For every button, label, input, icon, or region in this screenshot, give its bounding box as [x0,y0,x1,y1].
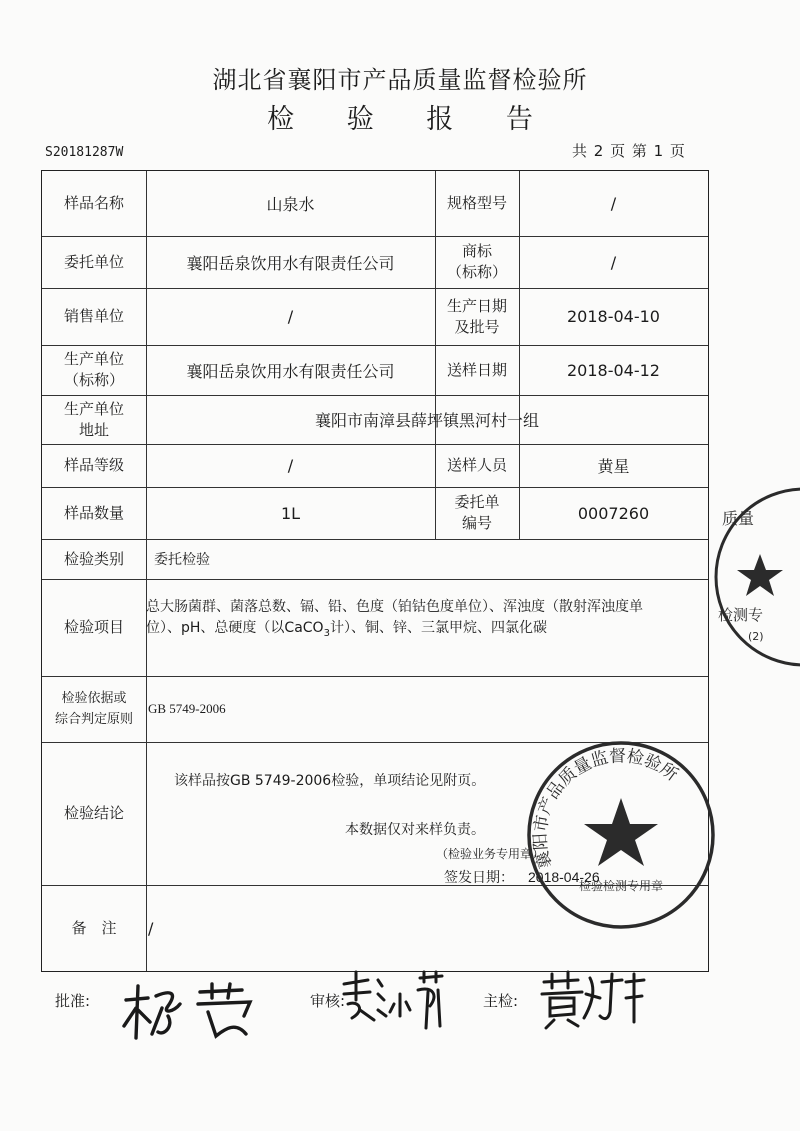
trademark-value: / [610,252,617,272]
conclusion-text: 该样品按GB 5749-2006检验，单项结论见附页。 [174,773,486,789]
report-title: 检 验 报 告 [267,104,555,135]
spec-label: 规格型号 [446,194,507,212]
producer-address-value: 襄阳市南漳县薛坪镇黑河村一组 [314,411,539,430]
production-date-value: 2018-04-10 [567,307,660,326]
items-subscript: 3 [323,627,330,639]
category-label: 检验类别 [63,549,124,568]
client-value: 襄阳岳泉饮用水有限责任公司 [186,253,395,273]
seal-sub-text: 检验检测专用章 [578,879,664,893]
basis-value: GB 5749-2006 [148,701,226,716]
report-number: S20181287W [45,145,124,160]
category-value: 委托检验 [154,552,210,568]
items-label: 检验项目 [63,618,124,636]
chief-signature [538,968,648,1030]
quantity-label: 样品数量 [63,503,124,522]
order-number-label [435,487,519,539]
sender-value: 黄星 [597,457,630,476]
inspection-seal-stamp [522,736,720,934]
production-date-label [435,288,519,345]
seller-value: / [287,307,294,326]
organization-title: 湖北省襄阳市产品质量监督检验所 [212,66,588,94]
grade-value: / [287,456,294,475]
producer-label-line1: 生产单位 [63,350,124,368]
trademark-label-line2: （标称） [446,263,507,281]
items-value [146,597,701,644]
producer-address-label [42,395,146,444]
order-number-label-line2: 编号 [461,514,492,532]
sample-name-label: 样品名称 [63,194,124,212]
page-edge-seal-stamp [708,484,800,670]
order-number-value: 0007260 [577,503,650,523]
side-seal-text-3: (2) [748,630,764,643]
producer-label [42,345,146,395]
quantity-value: 1L [280,503,301,523]
approve-label: 批准: [55,992,91,1010]
reviewer-signature [338,970,448,1032]
side-seal-text-1: 质量 [722,509,755,528]
producer-address-label-line1: 生产单位 [63,399,124,418]
order-number-label-line1: 委托单 [454,493,500,511]
side-seal-text-2: 检测专 [718,606,764,624]
producer-label-line2: （标称） [63,371,124,389]
items-line2 [146,618,701,644]
page-count: 共 2 页 第 1 页 [572,142,685,160]
items-line1: 总大肠菌群、菌落总数、镉、铅、色度（铂钴色度单位）、浑浊度（散射浑浊度单 [146,599,643,615]
conclusion-disclaimer: 本数据仅对来样负责。 [345,822,485,838]
delivery-date-value: 2018-04-12 [567,360,660,380]
production-date-label-line1: 生产日期 [446,296,507,315]
basis-label-line1: 检验依据或 [61,691,127,706]
producer-value: 襄阳岳泉饮用水有限责任公司 [186,361,395,381]
conclusion-label: 检验结论 [63,804,124,822]
basis-label [42,676,146,742]
sample-name-value: 山泉水 [266,195,315,214]
items-line2-b: 计）、铜、锌、三氯甲烷、四氯化碳 [329,620,547,636]
approver-signature [118,982,268,1044]
conclusion-seal-note: （检验业务专用章） [436,847,545,861]
items-line2-a: 位）、pH、总硬度（以CaCO [146,620,324,636]
review-label: 审核: [310,992,346,1010]
sender-label: 送样人员 [446,456,507,474]
client-label: 委托单位 [63,252,124,271]
trademark-label-line1: 商标 [461,242,492,260]
grade-label: 样品等级 [63,456,124,474]
remarks-value: / [148,918,154,938]
chief-label: 主检: [483,992,519,1010]
spec-value: / [610,194,617,213]
basis-label-line2: 综合判定原则 [54,712,133,727]
producer-address-label-line2: 地址 [78,420,109,439]
trademark-label [435,236,519,288]
sign-date-label: 签发日期： [444,870,514,886]
seller-label: 销售单位 [63,307,124,325]
remarks-label: 备 注 [71,918,117,937]
production-date-label-line2: 及批号 [454,317,500,336]
sign-date-value: 2018-04-26 [528,869,600,885]
delivery-date-label: 送样日期 [446,360,507,379]
seal-ring-text: 襄阳市产品质量监督检验所 [530,746,682,871]
